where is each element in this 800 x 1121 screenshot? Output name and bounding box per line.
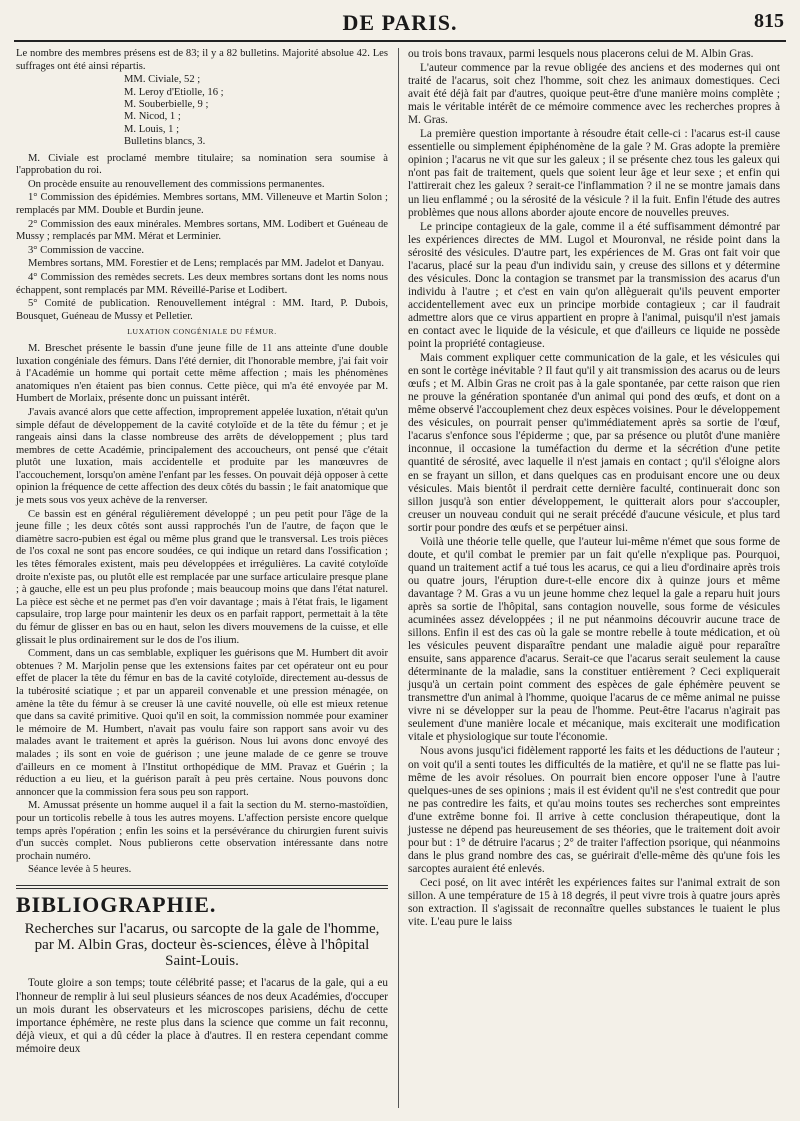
paragraph: La première question importante à résoudre était celle-ci : l'acarus est-il cause essentielle ou simplement épiphénomène de la gale ? M. Gras adopte la première opinion ; l'acarus ne vit que sur les galeux ; il se présente chez tous les galeux qui n'ont pas fait de traitement, quels que soient leur âge et leur sexe ; et enfin qui l'attirerait chez les galeux ? serait-ce l'inflammation ? il ne se montre jamais dans un lieu enflammé ; ou la sérosité de la vésicule ? il la fuit. Enfin l'étude des autres problèmes que nous allons aborder ajoute encore de nouvelles preuves.: [408, 128, 780, 219]
section-title: BIBLIOGRAPHIE.: [16, 891, 217, 917]
paragraph: Le principe contagieux de la gale, comme il a été suffisamment démontré par les expériences directes de MM. Lugol et Mouronval, ne réside point dans la sérosité des vésicules. D'autre part, les expériences de M. Gras ont fait voir que l'acarus, placé sur la peau d'un individu sain, y creuse des sillons et y détermine des vésicules. Donc la contagion se transmet par la transmission des acarus d'un individu à l'autre ; et c'est en vain qu'on allèguerait qu'ils peuvent emporter accidentellement avec eux un principe morbide contagieux ; car il faudrait admettre alors que ce virus appartient en propre à l'animal, puisqu'il n'est jamais en contact avec le liquide de la vésicule, et que d'ailleurs ce liquide ne possède point la propriété contagieuse.: [408, 220, 780, 351]
paragraph: Comment, dans un cas semblable, expliquer les guérisons que M. Humbert dit avoir obtenues ? M. Marjolin pense que les extensions faites par cet opérateur ont eu pour effet de placer la tête du fémur en bas de la cavité cotyloïde, directement au-dessus de la tubérosité sciatique ; et par un appareil convenable et une pression ménagée, on amène la tête du fémur à se creuser là une cavité nouvelle, où elle est mieux retenue que dans sa cavité primitive. Quoi qu'il en soit, la commission nommée pour examiner le mémoire de M. Humbert, n'avait pas voulu faire son rapport sans avoir vu des malades avant le traitement et après la guérison. Nous lui avons donc envoyé des malades ; ils sont en voie de guérison ; une jeune malade de ce genre se trouve d'ailleurs en ce moment à l'Institut orthopédique de MM. Pravaz et Guérin ; la réduction a eu lieu, et la guérison paraît à peu près certaine. Nous pouvons donc annoncer que la commission fera sous peu son rapport.: [16, 648, 388, 798]
paragraph: Membres sortans, MM. Forestier et de Lens; remplacés par MM. Jadelot et Danyau.: [28, 258, 384, 270]
paragraph: 4° Commission des remèdes secrets. Les deux membres sortans dont les noms nous échappent, sont remplacés par MM. Réveillé-Parise et Lodibert.: [16, 271, 388, 296]
paragraph: 2° Commission des eaux minérales. Membres sortans, MM. Lodibert et Guéneau de Mussy ; remplacés par MM. Mérat et Lerminier.: [16, 218, 388, 243]
vote-item: MM. Civiale, 52 ;: [124, 74, 201, 86]
paragraph: 5° Comité de publication. Renouvellement intégral : MM. Itard, P. Dubois, Bousquet, Guéneau de Mussy et Pelletier.: [16, 298, 388, 322]
masthead-title: DE PARIS.: [342, 10, 458, 35]
paragraph: M. Breschet présente le bassin d'une jeune fille de 11 ans atteinte d'une double luxation congéniale des fémurs. Dans l'été dernier, dit l'honorable membre, j'ai fait voir à l'Académie un homme qui portait cette même affection ; mais les phénomènes anatomiques n'en étaient pas bien connus. Cette pièce, qui m'a été envoyée par M. Humbert de Morlaix, présente donc un puissant intérêt.: [16, 342, 388, 405]
left-column: [16, 48, 388, 1058]
vote-item: Bulletins blancs, 3.: [124, 136, 206, 148]
paragraph: M. Civiale est proclamé membre titulaire; sa nomination sera soumise à l'approbation du roi.: [16, 152, 388, 177]
vote-item: M. Leroy d'Etiolle, 16 ;: [124, 86, 224, 98]
vote-item: M. Nicod, 1 ;: [124, 111, 181, 123]
right-column: [408, 48, 780, 930]
paragraph: Ceci posé, on lit avec intérêt les expériences faites sur l'animal extrait de son sillon. A une température de 15 à 18 degrés, il peut vivre trois à quatre jours après son extraction. Il s'agissait de reconnaître quelles substances le tuaient le plus vite. L'eau pure le laiss: [408, 876, 780, 929]
paragraph: 3° Commission de vaccine.: [28, 244, 145, 256]
paragraph: Toute gloire a son temps; toute célébrité passe; et l'acarus de la gale, qui a eu l'honneur de remplir à lui seul plusieurs séances de nos deux Académies, d'occuper un mois durant les observateurs et les microscopes parisiens, déchu de cette importance éphémère, ne reste plus dans la science que comme un fait reconnu, déjà vieux, et qui a dû céder la place à d'autres. Il en restera cependant comme mémoire deux: [16, 977, 388, 1056]
paragraph: Mais comment expliquer cette communication de la gale, et les vésicules qui en sont le cortège inévitable ? Il faut qu'il y ait transmission des acarus ou de leurs œufs ; et M. Albin Gras ne croit pas à la gale spontanée, par cette raison que rien ne prouve la génération spontanée d'un animal qui pond des œufs, et dont on a même observé l'accouplement chez deux espèces voisines. Pour le développement des vésicules, on pourrait penser qu'immédiatement après sa sortie de l'œuf, l'acarus s'enfonce sous l'épiderme ; que, par sa présence ou plutôt d'une manière inconnue, il occasione la tuméfaction du derme et la sécrétion d'une petite quantité de sérosité, avec laquelle il n'est jamais en contact ; qu'il s'éloigne alors en se frayant un sillon, et dans quelques cas en produisant encore une ou deux vésicules. Mais bientôt il perdrait cette dernière faculté, continuerait donc son sillon jusqu'à son entier développement, le quitterait alors pour s'accoupler, creuser un nouveau conduit qui ne serait précédé d'aucune vésicule, et plus tard sortir pour pondre des œufs et se perpétuer ainsi.: [408, 352, 780, 534]
page-number: 815: [754, 10, 784, 32]
page-header: [14, 10, 786, 42]
paragraph: ou trois bons travaux, parmi lesquels nous placerons celui de M. Albin Gras.: [408, 48, 754, 60]
vote-item: M. Souberbielle, 9 ;: [124, 99, 209, 110]
paragraph: Nous avons jusqu'ici fidèlement rapporté les faits et les déductions de l'auteur ; on voit qu'il a senti toutes les difficultés de la matière, et qu'il ne se flatte pas lui-même de les avoir résolues. On pourrait bien encore opposer l'une à l'autre quelques-unes de ses opinions ; mais il est évident qu'il ne s'est contredit que pour ne pas contredire les faits, et qu'au moins toutes ses recherches sont empreintes d'une extrême bonne foi. Il arrive à cette conclusion thérapeutique, dont la justesse ne dépend pas heureusement de ses théories, que le traitement doit avoir pour but : 1° de détruire l'acarus ; 2° de traiter l'affection psorique, qui néanmoins dans le plus grand nombre des cas, se guérirait d'elle-même dès qu'une fois les sarcoptes auraient été enlevés.: [408, 745, 780, 875]
paragraph: On procède ensuite au renouvellement des commissions permanentes.: [28, 178, 325, 190]
article-heading: Recherches sur l'acarus, ou sarcopte de la gale de l'homme, par M. Albin Gras, docteur ès-sciences, élève à l'hôpital Saint-Louis.: [24, 921, 380, 970]
paragraph: Séance levée à 5 heures.: [28, 864, 132, 876]
paragraph: Le nombre des membres présens est de 83; il y a 82 bulletins. Majorité absolue 42. Les suffrages ont été ainsi répartis.: [16, 48, 388, 72]
vote-list: [124, 74, 388, 148]
paragraph: L'auteur commence par la revue obligée des anciens et des modernes qui ont traité de l'acarus, soit chez l'homme, soit chez les animaux domestiques. Ceci avait été déjà fait par d'autres, quoique peut-être d'une manière moins complète ; mais le véritable intérêt de ce mémoire commence avec les recherches propres à M. Gras.: [408, 62, 780, 127]
paragraph: Voilà une théorie telle quelle, que l'auteur lui-même n'émet que sous forme de doute, et qu'il combat le premier par un fait qu'elle n'explique pas. Pourquoi, quand un traitement actif a tué tous les acarus, ce qui a lieu d'ordinaire après trois ou quatre jours, l'éruption dure-t-elle encore dix à quinze jours et même davantage ? M. Gras a vu un jeune homme chez lequel la gale a reparu huit jours après sa sortie de l'hôpital, sans contagion nouvelle, sous forme de vésicules acuminées assez développées ; il ne put néanmoins découvrir aucune trace de sillons. Enfin il est des cas où la gale se montre rebelle à toute médication, et où les vésicules peuvent disparaître pendant une maladie aiguë pour reparaître ensuite, sans apparence d'acarus. Serait-ce que l'acarus serait seulement la cause déterminante de la maladie, sans la constituer entièrement ? Ceci expliquerait jusqu'à un certain point comment des espèces de gale éphémère peuvent se transmettre d'un animal à l'homme, quoique l'acarus de ce même animal ne puisse vivre ni se développer sur la peau de l'homme. Peut-être l'acarus n'agirait pas seulement d'une manière locale et mécanique, mais exciterait une modification vitale et physiologique sur toute l'économie.: [408, 535, 780, 744]
paragraph: J'avais avancé alors que cette affection, improprement appelée luxation, n'était qu'un simple défaut de développement de la cavité cotyloïde et de la tête du fémur ; et je rangeais ainsi dans la classe nombreuse des arrêts de développement ; plus tard membres de cette Académie, principalement des accoucheurs, ont pensé que c'était plutôt une luxation, mais accidentelle et produite par les manœuvres de l'accouchement, lorsqu'on amène l'enfant par les fesses. On pouvait déjà opposer à cette opinion la fréquence de cette affection des deux côtés du bassin ; le fait anatomique que je mets sous vos yeux achève de la renverser.: [16, 406, 388, 507]
section-subtitle: LUXATION CONGÉNIALE DU FÉMUR.: [127, 327, 277, 337]
paragraph: 1° Commission des épidémies. Membres sortans, MM. Villeneuve et Martin Solon ; remplacés par MM. Double et Burdin jeune.: [16, 192, 388, 216]
vote-item: M. Louis, 1 ;: [124, 123, 180, 135]
column-divider: [398, 48, 399, 1108]
section-separator: [16, 885, 388, 889]
paragraph: Ce bassin est en général régulièrement développé ; un peu petit pour l'âge de la jeune fille ; les deux côtés sont aussi rapprochés l'un de l'autre, de façon que le diamètre sacro-pubien est égal ou même plus grand que le transversal. Les trois pièces de l'os coxal ne sont pas encore soudées, ce qui indique un retard dans l'ossification ; les têtes fémorales existent, mais peu développées et irrégulières. La cavité cotyloïde droite n'existe pas, ou plutôt elle est remplacée par une surface articulaire presque plane ; à gauche, elle est un peu plus profonde ; mais beaucoup moins que dans l'état naturel. La pièce est sèche et ne permet pas d'en voir davantage ; mais à l'état frais, le ligament capsulaire, trop large pour maintenir les deux os en parfait rapport, permettait à la tête du fémur de glisser en bas ou en haut, selon les divers mouvemens de la cuisse, et elle glissait le plus ordinairement sur le dos de l'os ilium.: [16, 508, 388, 646]
paragraph: M. Amussat présente un homme auquel il a fait la section du M. sterno-mastoïdien, pour un torticolis rebelle à tous les autres moyens. L'affection persiste encore quelque temps après l'opération ; enfin les soins et la persévérance du chirurgien furent suivis d'un succès complet. Nous publierons cette observation intéressante dans notre prochain numéro.: [16, 800, 388, 862]
